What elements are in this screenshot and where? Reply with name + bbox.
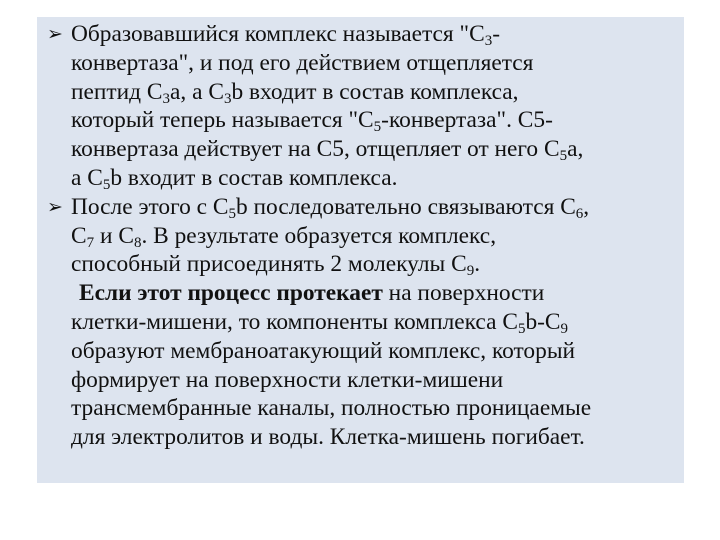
text-line: формирует на поверхности клетки-мишени — [71, 366, 504, 393]
text-line: трансмембранные каналы, полностью проницаемые — [71, 395, 592, 422]
bullet-paragraph-2 — [47, 193, 674, 279]
bullet-paragraph-1 — [47, 20, 674, 193]
text-line: Если этот процесс протекает на поверхности — [79, 280, 545, 307]
slide-text-panel — [37, 17, 684, 483]
text-line: для электролитов и воды. Клетка-мишень погибает. — [71, 424, 585, 451]
text-line: конвертаза действует на С5, отщепляет от него $С_5а$, — [71, 136, 584, 165]
bold-phrase: Если этот процесс протекает — [79, 280, 383, 307]
text-line: После этого с $С_5b$ последовательно связываются $С_6$, — [71, 193, 590, 222]
text-line: который теперь называется "$С_5$-конвертаза". С5- — [71, 107, 553, 136]
arrow-bullet-icon: ➢ — [47, 195, 63, 218]
paragraph-3 — [47, 279, 674, 452]
text-line: конвертаза", и под его действием отщепляется — [71, 49, 534, 76]
text-line: клетки-мишени, то компоненты комплекса $С_5b-С_9$ — [71, 308, 569, 337]
text-line: пептид $С_3а$, а $С_3b$ входит в состав комплекса, — [71, 78, 519, 107]
text-line: способный присоединять 2 молекулы $С_9$. — [71, 251, 481, 280]
arrow-bullet-icon: ➢ — [47, 23, 63, 45]
text-line: Образовавшийся комплекс называется "$С_3-$ — [71, 21, 500, 49]
text-line: а $С_5b$ входит в состав комплекса. — [71, 164, 398, 193]
text-line: образуют мембраноатакующий комплекс, который — [71, 337, 576, 364]
text-line: $С_7$ и $С_8$. В результате образуется комплекс, — [71, 222, 497, 251]
